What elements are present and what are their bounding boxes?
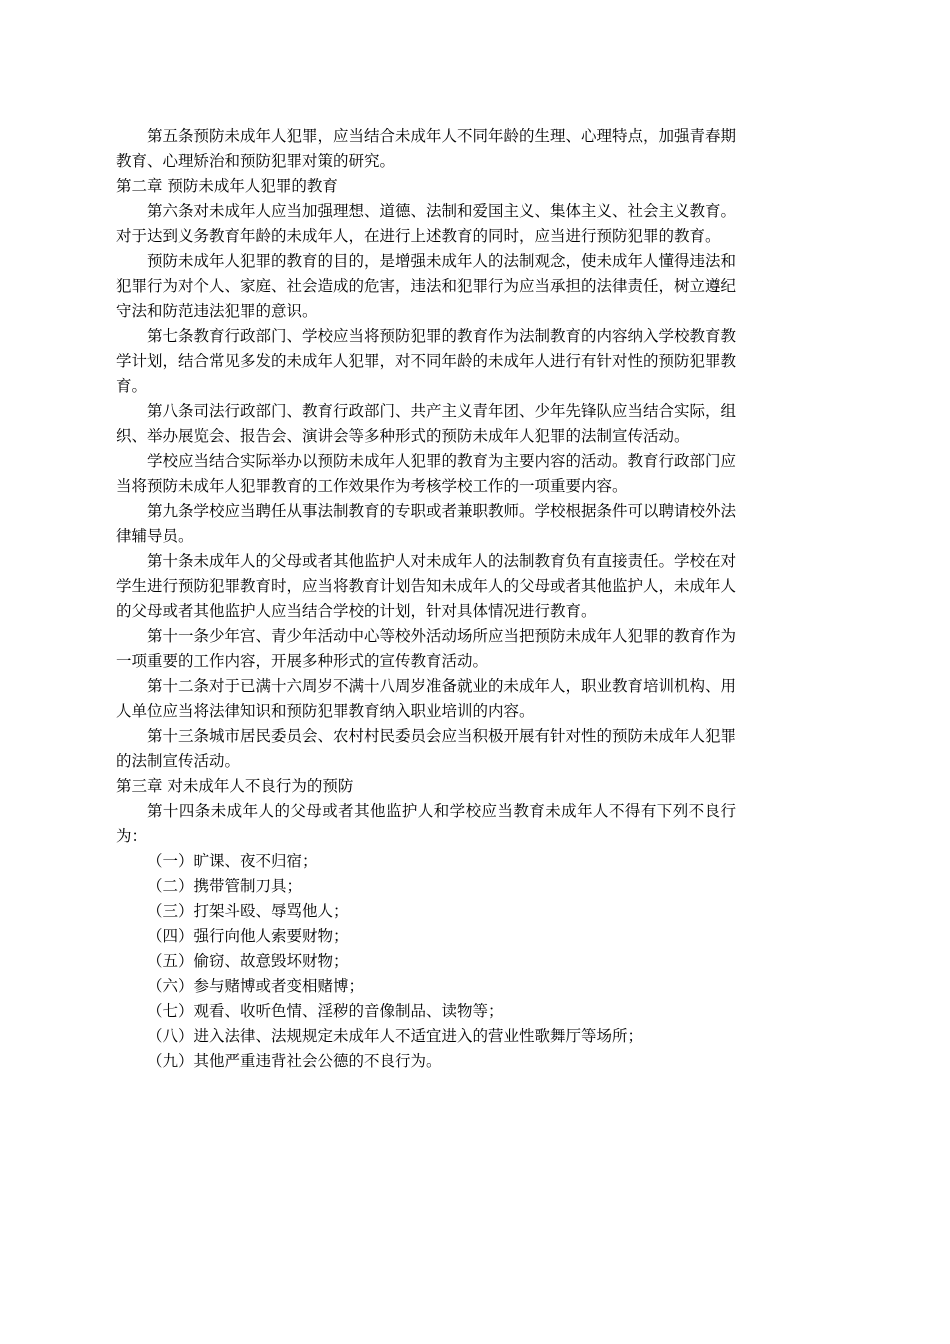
article-14-item: （五）偷窃、故意毁坏财物； <box>147 952 349 970</box>
article-14-item: （一）旷课、夜不归宿； <box>147 852 318 870</box>
article-7: 第七条教育行政部门、学校应当将预防犯罪的教育作为法制教育的内容纳入学校教育教学计划，结合常见多发的未成年人犯罪，对不同年龄的未成年人进行有针对性的预防犯罪教育。 <box>116 327 737 395</box>
article-14: 第十四条未成年人的父母或者其他监护人和学校应当教育未成年人不得有下列不良行为： <box>116 802 736 845</box>
chapter-2-title: 第二章 预防未成年人犯罪的教育 <box>116 177 338 195</box>
article-5: 第五条预防未成年人犯罪，应当结合未成年人不同年龄的生理、心理特点，加强青春期教育、心理矫治和预防犯罪对策的研究。 <box>116 127 737 170</box>
article-8-paragraph-2: 学校应当结合实际举办以预防未成年人犯罪的教育为主要内容的活动。教育行政部门应当将预防未成年人犯罪教育的工作效果作为考核学校工作的一项重要内容。 <box>116 452 737 495</box>
article-14-item: （九）其他严重违背社会公德的不良行为。 <box>147 1052 442 1070</box>
article-9: 第九条学校应当聘任从事法制教育的专职或者兼职教师。学校根据条件可以聘请校外法律辅导员。 <box>116 502 737 545</box>
article-14-item: （六）参与赌博或者变相赌博； <box>147 977 365 995</box>
article-14-item: （二）携带管制刀具； <box>147 877 303 895</box>
article-14-item: （四）强行向他人索要财物； <box>147 927 349 945</box>
chapter-3-title: 第三章 对未成年人不良行为的预防 <box>116 777 354 795</box>
article-14-item: （七）观看、收听色情、淫秽的音像制品、读物等； <box>147 1002 504 1020</box>
document-body <box>116 124 736 1074</box>
article-8: 第八条司法行政部门、教育行政部门、共产主义青年团、少年先锋队应当结合实际，组织、举办展览会、报告会、演讲会等多种形式的预防未成年人犯罪的法制宣传活动。 <box>116 402 737 445</box>
article-12: 第十二条对于已满十六周岁不满十八周岁准备就业的未成年人，职业教育培训机构、用人单位应当将法律知识和预防犯罪教育纳入职业培训的内容。 <box>116 677 737 720</box>
article-14-item: （八）进入法律、法规规定未成年人不适宜进入的营业性歌舞厅等场所； <box>147 1027 644 1045</box>
article-11: 第十一条少年宫、青少年活动中心等校外活动场所应当把预防未成年人犯罪的教育作为一项重要的工作内容，开展多种形式的宣传教育活动。 <box>116 627 737 670</box>
article-14-item: （三）打架斗殴、辱骂他人； <box>147 902 349 920</box>
article-6-paragraph-2: 预防未成年人犯罪的教育的目的，是增强未成年人的法制观念，使未成年人懂得违法和犯罪行为对个人、家庭、社会造成的危害，违法和犯罪行为应当承担的法律责任，树立遵纪守法和防范违法犯罪的意识。 <box>116 252 737 320</box>
article-13: 第十三条城市居民委员会、农村村民委员会应当积极开展有针对性的预防未成年人犯罪的法制宣传活动。 <box>116 727 737 770</box>
article-10: 第十条未成年人的父母或者其他监护人对未成年人的法制教育负有直接责任。学校在对学生进行预防犯罪教育时，应当将教育计划告知未成年人的父母或者其他监护人，未成年人的父母或者其他监护人应当结合学校的计划，针对具体情况进行教育。 <box>116 552 737 620</box>
article-6: 第六条对未成年人应当加强理想、道德、法制和爱国主义、集体主义、社会主义教育。对于达到义务教育年龄的未成年人，在进行上述教育的同时，应当进行预防犯罪的教育。 <box>116 202 737 245</box>
